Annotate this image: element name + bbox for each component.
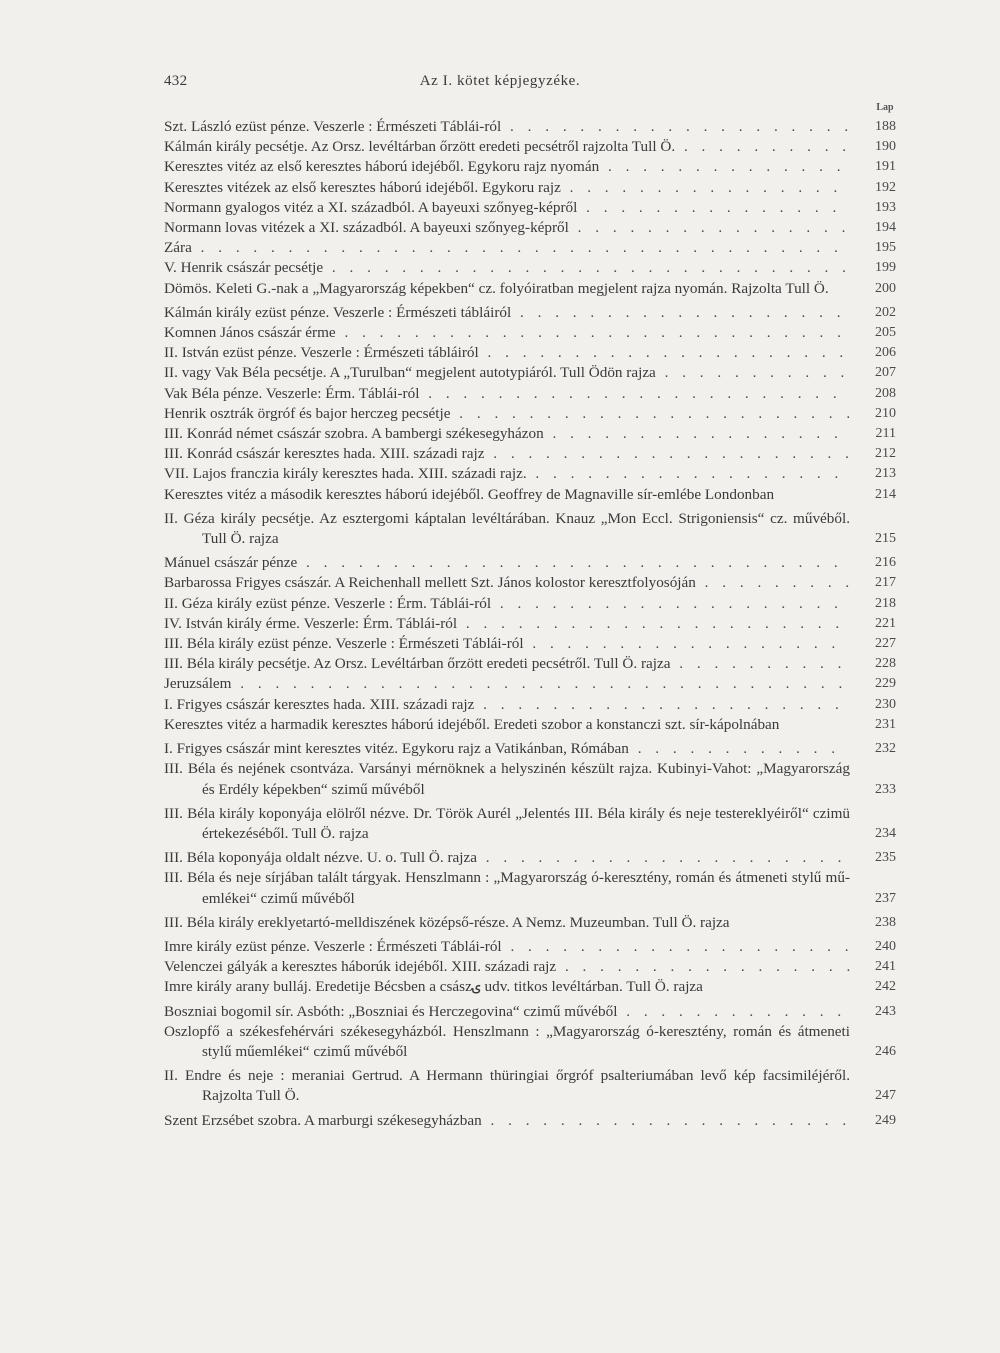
- list-item: [164, 137, 908, 157]
- list-item: [164, 804, 908, 844]
- entry-page-number: 193: [875, 199, 896, 215]
- list-item: [164, 1111, 908, 1131]
- list-item: [164, 464, 908, 484]
- entry-caption: Normann lovas vitézek a XI. századból. A bayeuxi szőnyeg-képről . . .: [164, 218, 850, 238]
- entry-page-number: 211: [875, 426, 896, 442]
- list-item: [164, 977, 908, 997]
- entry-page-number: 218: [875, 595, 896, 611]
- running-title: Az I. kötet képjegyzéke.: [419, 73, 581, 89]
- list-item: [164, 674, 908, 694]
- entry-caption: Keresztes vitéz az első keresztes háború idejéből. Egykoru rajz nyomán . . .: [164, 157, 850, 177]
- entry-caption: III. Béla és neje sírjában talált tárgyak. Henszlmann : „Magyarország ó-keresztény, román és átmeneti stylű mű-emlékei“ czimű művéből: [164, 869, 850, 907]
- list-item: [164, 198, 908, 218]
- entry-page-number: 231: [875, 716, 896, 732]
- entry-caption: III. Konrád német császár szobra. A bambergi székesegyházon . . .: [164, 424, 850, 444]
- entry-caption: Komnen János császár érme . . .: [164, 323, 850, 343]
- entry-caption: Dömös. Keleti G.-nak a „Magyarország képekben“ cz. folyóiratban megjelent rajza nyomán. Rajzolta Tull Ö.: [164, 279, 829, 297]
- list-item: [164, 715, 908, 735]
- entry-caption: III. Béla király ereklyetartó-melldiszének középső-része. A Nemz. Muzeumban. Tull Ö. rajza: [164, 913, 730, 931]
- entry-page-number: 207: [875, 365, 896, 381]
- entry-page-number: 240: [875, 938, 896, 954]
- entry-page-number: 237: [875, 890, 896, 906]
- entry-page-number: 229: [875, 676, 896, 692]
- entry-caption: Imre király arany bulláj. Eredetije Bécsben a császۍ udv. titkos levéltárban. Tull Ö. rajza: [164, 978, 703, 996]
- entry-caption: Zára . . .: [164, 238, 850, 258]
- list-item: [164, 1066, 908, 1106]
- list-item: [164, 739, 908, 759]
- entry-page-number: 212: [875, 446, 896, 462]
- entry-caption: I. Frigyes császár keresztes hada. XIII. századi rajz . . .: [164, 695, 850, 715]
- entry-caption: II. István ezüst pénze. Veszerle : Érmészeti tábláiról . . .: [164, 343, 850, 363]
- entry-page-number: 247: [875, 1088, 896, 1104]
- list-item: [164, 404, 908, 424]
- list-item: [164, 937, 908, 957]
- entry-caption: III. Béla király ezüst pénze. Veszerle : Érmészeti Táblái-ról . . .: [164, 634, 850, 654]
- entry-page-number: 242: [875, 979, 896, 995]
- entry-caption: VII. Lajos franczia király keresztes hada. XIII. századi rajz. . . .: [164, 464, 850, 484]
- list-item: [164, 178, 908, 198]
- entry-page-number: 246: [875, 1043, 896, 1059]
- entry-caption: Vak Béla pénze. Veszerle: Érm. Táblái-ról . . .: [164, 384, 850, 404]
- entry-caption: Normann gyalogos vitéz a XI. századból. A bayeuxi szőnyeg-képről . . .: [164, 198, 850, 218]
- entry-page-number: 228: [875, 656, 896, 672]
- entry-page-number: 195: [875, 240, 896, 256]
- entry-page-number: 213: [875, 466, 896, 482]
- list-item: [164, 695, 908, 715]
- list-item: [164, 848, 908, 868]
- entry-page-number: 192: [875, 179, 896, 195]
- entry-page-number: 233: [875, 781, 896, 797]
- entry-caption: Henrik osztrák örgróf és bajor herczeg pecsétje . . .: [164, 404, 850, 424]
- list-item: [164, 218, 908, 238]
- entry-caption: III. Béla koponyája oldalt nézve. U. o. Tull Ö. rajza . . .: [164, 848, 850, 868]
- entry-caption: Keresztes vitéz a harmadik keresztes háború idejéből. Eredeti szobor a konstanczi szt. sír-kápolnában: [164, 715, 780, 733]
- entry-page-number: 221: [875, 615, 896, 631]
- list-item: [164, 444, 908, 464]
- list-item: [164, 913, 908, 933]
- entry-caption: III. Béla király koponyája elölről nézve. Dr. Török Aurél „Jelentés III. Béla király és neje testereklyéiről“ czimü értekezéséből. Tull Ö. rajza: [164, 804, 850, 842]
- list-item: [164, 424, 908, 444]
- entry-caption: II. Géza király pecsétje. Az esztergomi káptalan levéltárában. Knauz „Mon Eccl. Strigoniensis“ cz. művéből. Tull Ö. rajza: [164, 509, 850, 548]
- entry-caption: IV. István király érme. Veszerle: Érm. Táblái-ról . . .: [164, 614, 850, 634]
- list-item: [164, 957, 908, 977]
- list-item: [164, 485, 908, 505]
- entry-caption: Mánuel császár pénze . . .: [164, 553, 850, 573]
- list-item: [164, 1002, 908, 1022]
- list-item: [164, 258, 908, 278]
- entry-caption: Jeruzsálem . . .: [164, 674, 850, 694]
- entry-caption: Oszlopfő a székesfehérvári székesegyházból. Henszlmann : „Magyarország ó-keresztény, román és átmeneti stylű műemlékei“ czimű művéből: [164, 1022, 850, 1060]
- entry-caption: III. Béla király pecsétje. Az Orsz. Levéltárban őrzött eredeti pecsétről. Tull Ö. rajza . . .: [164, 654, 850, 674]
- list-item: [164, 279, 908, 299]
- entry-caption: Imre király ezüst pénze. Veszerle : Érmészeti Táblái-ról . . .: [164, 937, 850, 957]
- list-item: [164, 594, 908, 614]
- entry-caption: III. Konrád császár keresztes hada. XIII. századi rajz . . .: [164, 444, 850, 464]
- entry-page-number: 191: [875, 159, 896, 175]
- entry-caption: Kálmán király pecsétje. Az Orsz. levéltárban őrzött eredeti pecsétről rajzolta Tull Ö. . . .: [164, 137, 850, 157]
- list-item: [164, 363, 908, 383]
- entry-page-number: 238: [875, 914, 896, 930]
- entry-caption: Szt. László ezüst pénze. Veszerle : Érmészeti Táblái-ról . . .: [164, 117, 850, 137]
- entry-page-number: 217: [875, 575, 896, 591]
- list-item: [164, 1022, 908, 1062]
- entry-caption: II. Endre és neje : meraniai Gertrud. A Hermann thüringiai őrgróf psalteriumában levő kép facsimiléjéről. Rajzolta Tull Ö.: [164, 1067, 850, 1105]
- entry-page-number: 190: [875, 139, 896, 155]
- list-item: [164, 553, 908, 573]
- entry-page-number: 205: [875, 325, 896, 341]
- entry-caption: III. Béla és nejének csontváza. Varsányi mérnöknek a helyszinén készült rajza. Kubinyi-Vahot: „Magyarország és Erdély képekben“ szimű művéből: [164, 760, 850, 798]
- entry-page-number: 235: [875, 850, 896, 866]
- entry-page-number: 202: [875, 304, 896, 320]
- entry-caption: Boszniai bogomil sír. Asbóth: „Boszniai és Herczegovina“ czimű művéből . . .: [164, 1002, 850, 1022]
- list-item: [164, 157, 908, 177]
- entry-page-number: 206: [875, 345, 896, 361]
- list-item: [164, 654, 908, 674]
- page-column-header: Lap: [876, 102, 894, 113]
- list-item: [164, 384, 908, 404]
- entry-page-number: 230: [875, 696, 896, 712]
- entry-page-number: 200: [875, 280, 896, 296]
- list-item: [164, 634, 908, 654]
- list-item: [164, 303, 908, 323]
- list-item: [164, 509, 908, 549]
- entry-page-number: 234: [875, 825, 896, 841]
- list-item: [164, 323, 908, 343]
- entry-caption: Kálmán király ezüst pénze. Veszerle : Érmészeti tábláiról . . .: [164, 303, 850, 323]
- list-item: [164, 868, 908, 908]
- entry-caption: II. vagy Vak Béla pecsétje. A „Turulban“ megjelent autotypiáról. Tull Ödön rajza . . .: [164, 363, 850, 383]
- entry-page-number: 210: [875, 405, 896, 421]
- list-item: [164, 238, 908, 258]
- entry-caption: I. Frigyes császár mint keresztes vitéz. Egykoru rajz a Vatikánban, Rómában . . .: [164, 739, 850, 759]
- list-item: [164, 343, 908, 363]
- entry-page-number: 241: [875, 959, 896, 975]
- entry-caption: Keresztes vitéz a második keresztes háború idejéből. Geoffrey de Magnaville sír-emlébe Londonban: [164, 485, 775, 503]
- entry-caption: II. Géza király ezüst pénze. Veszerle : Érm. Táblái-ról . . .: [164, 594, 850, 614]
- entry-caption: Velenczei gályák a keresztes háborúk idejéből. XIII. századi rajz . . .: [164, 957, 850, 977]
- entry-page-number: 199: [875, 260, 896, 276]
- entry-page-number: 249: [875, 1112, 896, 1128]
- illustration-list: [164, 117, 908, 1131]
- list-item: [164, 614, 908, 634]
- entry-page-number: 227: [875, 636, 896, 652]
- entry-page-number: 216: [875, 555, 896, 571]
- page-number: 432: [164, 73, 188, 89]
- entry-page-number: 243: [875, 1003, 896, 1019]
- list-item: [164, 759, 908, 799]
- list-item: [164, 117, 908, 137]
- entry-caption: Szent Erzsébet szobra. A marburgi székesegyházban . . .: [164, 1111, 850, 1131]
- entry-page-number: 208: [875, 385, 896, 401]
- entry-caption: Keresztes vitézek az első keresztes háború idejéből. Egykoru rajz . . .: [164, 178, 850, 198]
- entry-page-number: 214: [875, 486, 896, 502]
- entry-caption: Barbarossa Frigyes császár. A Reichenhall mellett Szt. János kolostor keresztfolyosóján . . .: [164, 573, 850, 593]
- entry-page-number: 188: [875, 119, 896, 134]
- list-item: [164, 573, 908, 593]
- entry-page-number: 232: [875, 741, 896, 757]
- entry-page-number: 194: [875, 220, 896, 236]
- entry-caption: V. Henrik császár pecsétje . . .: [164, 258, 850, 278]
- entry-page-number: 215: [875, 531, 896, 547]
